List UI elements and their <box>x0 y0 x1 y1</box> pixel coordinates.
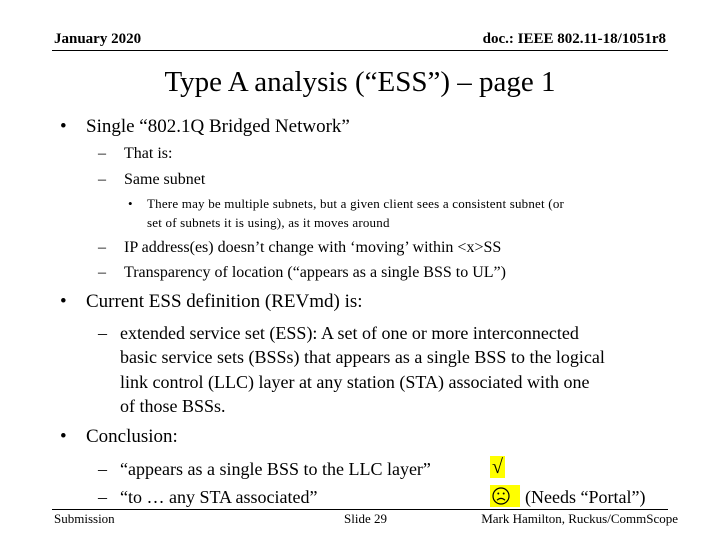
conclusion-item-any-sta <box>98 487 318 508</box>
header-date: January 2020 <box>54 31 142 47</box>
header-doc-id: doc.: IEEE 802.11-18/1051r8 <box>482 31 666 47</box>
needs-portal-note: (Needs “Portal”) <box>525 487 646 507</box>
sub-item-text: That is: <box>124 145 173 162</box>
bullet-dot-icon: • <box>60 291 67 312</box>
definition-text: extended service set (ESS): A set of one or more interconnected <box>120 323 579 343</box>
dash-marker: – <box>98 323 107 343</box>
conclusion-text: “appears as a single BSS to the LLC layer” <box>120 459 431 479</box>
footer-submission: Submission <box>54 511 115 526</box>
sub-item-ip-address <box>98 239 501 257</box>
conclusion-item-llc-layer <box>98 459 431 480</box>
dash-marker: – <box>98 264 106 281</box>
dash-marker: – <box>98 239 106 256</box>
sub-item-text: IP address(es) doesn’t change with ‘moving’ within <x>SS <box>124 239 502 256</box>
definition-line1 <box>98 323 579 344</box>
bullet-text: Current ESS definition (REVmd) is: <box>86 291 363 312</box>
slide-title: Type A analysis (“ESS”) – page 1 <box>164 66 556 98</box>
bullet-text: Single “802.1Q Bridged Network” <box>86 116 350 137</box>
dash-marker: – <box>98 487 107 507</box>
bullet-current-ess-definition <box>60 291 363 313</box>
bullet-single-bridged-network <box>60 116 350 138</box>
sub-item-transparency <box>98 264 506 282</box>
sub-item-text: Transparency of location (“appears as a single BSS to UL”) <box>124 264 506 281</box>
check-mark-icon: √ <box>492 456 503 478</box>
definition-line4: of those BSSs. <box>120 396 226 416</box>
definition-line2: basic service sets (BSSs) that appears as a single BSS to the logical <box>120 347 605 367</box>
bullet-dot-icon: • <box>60 116 67 137</box>
header-rule <box>52 50 668 51</box>
footer-rule <box>52 509 668 510</box>
bullet-conclusion <box>60 426 178 448</box>
bullet-text: Conclusion: <box>86 426 178 447</box>
conclusion-text: “to … any STA associated” <box>120 487 318 507</box>
bullet-dot-icon: • <box>60 426 67 447</box>
definition-line3: link control (LLC) layer at any station (STA) associated with one <box>120 372 590 392</box>
note-text: There may be multiple subnets, but a given client sees a consistent subnet (or <box>147 196 565 211</box>
footer-author: Mark Hamilton, Ruckus/CommScope <box>481 511 678 526</box>
dash-marker: – <box>98 459 107 479</box>
bullet-dot-icon: • <box>128 196 133 211</box>
footer-slide-number: Slide 29 <box>344 511 387 526</box>
note-multiple-subnets-line2: set of subnets it is using), as it moves around <box>147 215 390 230</box>
note-multiple-subnets-line1 <box>128 196 564 212</box>
sub-item-that-is <box>98 145 172 163</box>
sub-item-same-subnet <box>98 171 205 189</box>
frowning-face-icon <box>490 485 520 507</box>
sub-item-text: Same subnet <box>124 171 206 188</box>
dash-marker: – <box>98 145 106 162</box>
dash-marker: – <box>98 171 106 188</box>
